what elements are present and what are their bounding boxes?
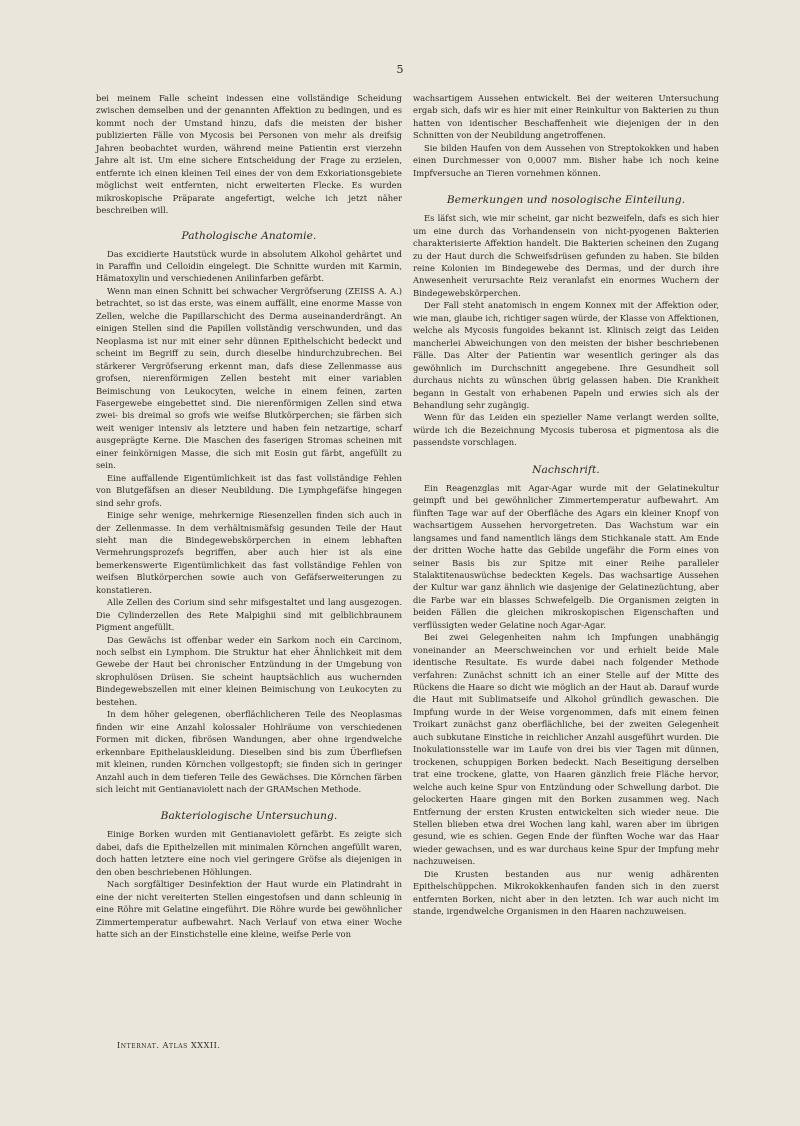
- right-column: [413, 92, 719, 918]
- paragraph: Wenn für das Leiden ein spezieller Name verlangt werden sollte, würde ich die Bezeichnung Mycosis tuberosa et pigmentosa als die passendste vorschlagen.: [413, 412, 719, 448]
- section-heading: Bakteriologische Untersuchung.: [160, 810, 338, 823]
- paragraph: Einige sehr wenige, mehrkernige Riesenzellen finden sich auch in der Zellenmasse. In dem verhältnismäfsig gesunden Teile der Haut sieht man die Bindegewebskörperchen in einem lebhaften Vermehrungsprozefs begriffen, aber auch hier ist als eine bemerkenswerte Eigentümlichkeit das fast vollständige Fehlen von weifsen Blutkörperchen sowie auch von Gefäfserweiterungen zu konstatieren.: [96, 510, 402, 595]
- section-heading: Nachschrift.: [532, 463, 600, 476]
- paragraph: bei meinem Falle scheint indessen eine vollständige Scheidung zwischen demselben und der genannten Affektion zu bedingen, und es kommt noch der Umstand hinzu, dafs die meisten der bisher publizierten Fälle von Mycosis bei Personen von mehr als dreifsig Jahren beobachtet wurden, während meine Patientin erst vierzehn Jahre alt ist. Um eine sichere Entscheidung der Frage zu erzielen, entfernte ich einen kleinen Teil eines der von dem Exkoriationsgebiete möglichst weit entfernten, nicht erweiterten Flecke. Es wurden mikroskopische Präparate angefertigt, welche ich jetzt näher beschreiben will.: [96, 93, 402, 216]
- paragraph: Das Gewächs ist offenbar weder ein Sarkom noch ein Carcinom, noch selbst ein Lymphom. Die Struktur hat eher Ähnlichkeit mit dem Gewebe der Haut bei chronischer Entzündung in der Umgebung von skrophulösen Drüsen. Sie scheint hauptsächlich aus wuchernden Bindegewebszellen mit einer kleinen Beimischung von Leukocyten zu bestehen.: [96, 634, 402, 707]
- paragraph: Sie bilden Haufen von dem Aussehen von Streptokokken und haben einen Durchmesser von 0,0007 mm. Bisher habe ich noch keine Impfversuche an Tieren vornehmen können.: [413, 142, 719, 178]
- paragraph: Wenn man einen Schnitt bei schwacher Vergröfserung (ZEISS A. A.) betrachtet, so ist das erste, was einem auffällt, eine enorme Masse von Zellen, welche die Papillarschicht des Derma auseinanderdrängt. An einigen Stellen sind die Papillen vollständig verschwunden, und das Neoplasma ist nur mit einer sehr dünnen Epithelschicht bedeckt und scheint im Begriff zu sein, durch dieselbe hindurchzubrechen. Bei stärkerer Vergröfserung erkennt man, dafs diese Zellenmasse aus grofsen, nierenförmigen Zellen besteht mit einer variablen Beimischung von Leukocyten, welche in einem feinen, zarten Fasergewebe eingebettet sind. Die nierenförmigen Zellen sind etwa zwei- bis dreimal so grofs wie weifse Blutkörperchen; sie färben sich weit weniger intensiv als letztere und haben fein netzartige, scharf ausgeprägte Kerne. Die Maschen des faserigen Stromas scheinen mit einer feinkörnigen Masse, die sich mit Eosin gut färbt, angefüllt zu sein.: [96, 285, 402, 471]
- paragraph: Nach sorgfältiger Desinfektion der Haut wurde ein Platindraht in eine der nicht vereiterten Stellen eingestofsen und dann schleunig in eine Röhre mit Gelatine eingeführt. Die Röhre wurde bei gewöhnlicher Zimmertemperatur aufbewahrt. Nach Verlauf von etwa einer Woche hatte sich an der Einstichstelle eine kleine, weifse Perle von: [96, 879, 402, 940]
- paragraph: Einige Borken wurden mit Gentianaviolett gefärbt. Es zeigte sich dabei, dafs die Epithelzellen mit minimalen Körnchen angefüllt waren, doch hatten letztere eine noch viel geringere Gröfse als diejenigen in den oben beschriebenen Höhlungen.: [96, 829, 402, 877]
- paragraph: wachsartigem Aussehen entwickelt. Bei der weiteren Untersuchung ergab sich, dafs wir es hier mit einer Reinkultur von Bakterien zu thun hatten von identischer Beschaffenheit wie diejenigen der in den Schnitten von der Neubildung angetroffenen.: [413, 93, 719, 141]
- paragraph: Alle Zellen des Corium sind sehr mifsgestaltet und lang ausgezogen. Die Cylinderzellen des Rete Malpighii sind mit gelblichbraunem Pigment angefüllt.: [96, 597, 402, 633]
- section-heading: Pathologische Anatomie.: [181, 229, 317, 242]
- paragraph: Es läfst sich, wie mir scheint, gar nicht bezweifeln, dafs es sich hier um eine durch das Vorhandensein von nicht-pyogenen Bakterien charakterisierte Affektion handelt. Die Bakterien scheinen den Zugang zu der Haut durch die Schweifsdrüsen gefunden zu haben. Sie bilden reine Kolonien im Bindegewebe des Dermas, und der durch ihre Anwesenheit verursachte Reiz veranlafst ein enormes Wuchern der Bindegewebskörperchen.: [413, 213, 719, 298]
- paragraph: In dem höher gelegenen, oberflächlicheren Teile des Neoplasmas finden wir eine Anzahl kolossaler Hohlräume von verschiedenen Formen mit dicken, fibrösen Wandungen, aber ohne irgendwelche erkennbare Epithelauskleidung. Dieselben sind bis zum Überfliefsen mit kleinen, runden Körnchen vollgestopft; sie finden sich in geringer Anzahl auch in dem tieferen Teile des Gewächses. Die Körnchen färben sich leicht mit Gentianaviolett nach der GRAMschen Methode.: [96, 709, 402, 795]
- signature-mark: Internat. Atlas XXXII.: [117, 1041, 221, 1050]
- left-column: [96, 92, 402, 941]
- paragraph: Die Krusten bestanden aus nur wenig adhärenten Epithelschüppchen. Mikrokokkenhaufen fanden sich in den zuerst entfernten Borken, nicht aber in den letzten. Ich war auch nicht im stande, irgendwelche Organismen in den Haaren nachzuweisen.: [413, 868, 719, 917]
- paragraph: Bei zwei Gelegenheiten nahm ich Impfungen unabhängig voneinander an Meerschweinchen vor und erhielt beide Male identische Resultate. Es wurde dabei nach folgender Methode verfahren: Zunächst schnitt ich an einer Stelle auf der Mitte des Rückens die Haare so dicht wie möglich an der Haut ab. Darauf wurde die Haut mit Sublimatseife und Alkohol gründlich gewaschen. Die Impfung wurde in der Weise vorgenommen, dafs mit einem feinen Troikart zunächst ganz oberflächliche, bei der zweiten Gelegenheit auch subkutane Einstiche in reichlicher Anzahl ausgeführt wurden. Die Inokulationsstelle war im Laufe von drei bis vier Tagen mit dünnen, trockenen, schuppigen Borken bedeckt. Nach Beseitigung derselben trat eine trockene, glatte, von Haaren gänzlich freie Fläche hervor, welche auch keine Spur von Entzündung oder Schwellung darbot. Die gelockerten Haare gingen mit den Borken zusammen weg. Nach Entfernung der ersten Krusten entwickelten sich wieder neue. Die Stellen blieben etwa drei Wochen lang kahl, waren aber im übrigen gesund, wie es schien. Gegen Ende der fünften Woche war das Haar wieder gewachsen, und es war durchaus keine Spur der Impfung mehr nachzuweisen.: [413, 632, 719, 867]
- paragraph: Das excidierte Hautstück wurde in absolutem Alkohol gehärtet und in Paraffin und Celloidin eingelegt. Die Schnitte wurden mit Karmin, Hämatoxylin und verschiedenen Anilinfarben gefärbt.: [96, 248, 402, 284]
- section-heading: Bemerkungen und nosologische Einteilung.: [446, 194, 686, 207]
- paragraph: Ein Reagenzglas mit Agar-Agar wurde mit der Gelatinekultur geimpft und bei gewöhnlicher Zimmertemperatur aufbewahrt. Am fünften Tage war auf der Oberfläche des Agars ein kleiner Knopf von wachsartigem Aussehen hervorgetreten. Das Wachstum war ein langsames und fand namentlich längs dem Stichkanale statt. Am Ende der dritten Woche hatte das Gebilde ungefähr die Form eines von seiner Basis bis zur Spitze mit einer Reihe paralleler Stalaktitenauswüchse bedeckten Kegels. Das wachsartige Aussehen der Kultur war ganz ähnlich wie dasjenige der Gelatinezüchtung, aber die Farbe war ein blasses Schwefelgelb. Die Organismen zeigten in beiden Fällen die gleichen mikroskopischen Eigenschaften und verflüssigten weder Gelatine noch Agar-Agar.: [413, 482, 719, 630]
- page-number: 5: [396, 63, 404, 76]
- paragraph: Der Fall steht anatomisch in engem Konnex mit der Affektion oder, wie man, glaube ich, richtiger sagen würde, der Klasse von Affektionen, welche als Mycosis fungoides bekannt ist. Klinisch zeigt das Leiden mancherlei Abweichungen von den meisten der bisher beschriebenen Fälle. Das Alter der Patientin war wesentlich geringer als das gewöhnlich im Durchschnitt angegebene. Ihre Gesundheit soll durchaus nichts zu wünschen übrig gelassen haben. Die Krankheit begann in Gestalt von erhabenen Papeln und erwies sich als der Behandlung sehr zugängig.: [413, 300, 719, 410]
- paragraph: Eine auffallende Eigentümlichkeit ist das fast vollständige Fehlen von Blutgefäfsen an dieser Neubildung. Die Lymphgefäfse hingegen sind sehr grofs.: [96, 472, 402, 508]
